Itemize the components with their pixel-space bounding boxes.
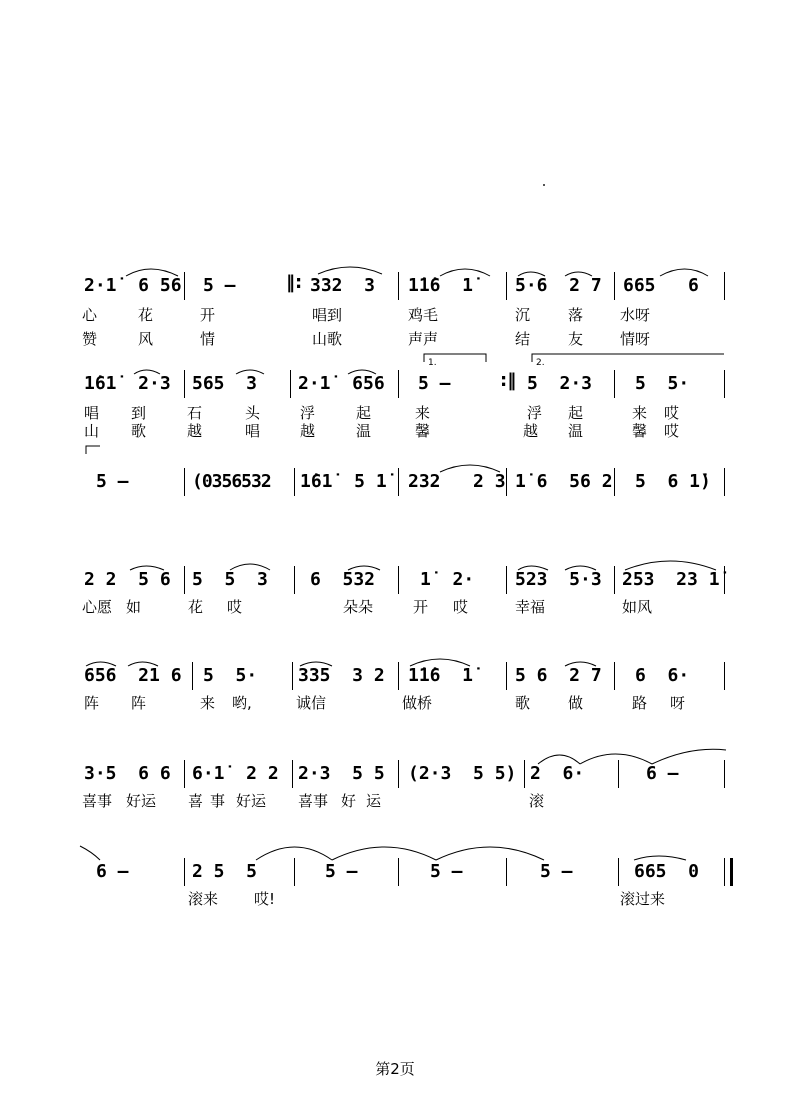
notes-measure: 565 3 — [192, 373, 258, 394]
lyric: 温 — [356, 422, 372, 440]
notes-measure: (0356532 — [192, 471, 271, 492]
lyric: 如风 — [622, 598, 653, 616]
notes-measure: 5 – — [540, 861, 573, 882]
notes-measure: 2 2 5 6 — [84, 569, 171, 590]
lyric: 山 — [84, 422, 100, 440]
notes-measure: 253 23 1̇ — [622, 569, 720, 590]
notes-measure: 1̇ 6 56 2 — [515, 471, 613, 492]
lyric: 事 — [210, 792, 226, 810]
lyric: 心 — [82, 306, 98, 324]
lyric: 头 — [245, 404, 261, 422]
lyric: 水呀 — [620, 306, 651, 324]
lyric: 起 — [568, 404, 584, 422]
notes-measure: 2·1̇ 6 56 — [84, 275, 182, 296]
lyric: 幸福 — [515, 598, 546, 616]
lyric: 越 — [300, 422, 316, 440]
lyric: 馨 — [415, 422, 431, 440]
lyric: 花 — [138, 306, 154, 324]
notes-measure: 1̇1̇6 1̇ — [408, 275, 474, 296]
volta-label: 1. — [428, 358, 437, 368]
lyric: 来 — [415, 404, 431, 422]
notes-measure: 1̇61̇ 2·3 — [84, 373, 171, 394]
notes-measure: 6 532 — [310, 569, 376, 590]
lyric: 呀 — [670, 694, 686, 712]
lyric: 浮 — [527, 404, 543, 422]
notes-measure: 5 – — [430, 861, 463, 882]
notes-measure: 665 0 — [634, 861, 700, 882]
notes-measure: 5 – — [325, 861, 358, 882]
notes-measure: 523 5·3 — [515, 569, 602, 590]
notes-measure: 5 – — [203, 275, 236, 296]
notes-measure: 5 2·3 — [527, 373, 593, 394]
lyric: 花 — [188, 598, 204, 616]
lyric: 沉 — [515, 306, 531, 324]
lyric: 哟, — [232, 694, 252, 712]
lyric: 哎! — [254, 890, 276, 908]
notes-measure: 5 5 3 — [192, 569, 268, 590]
notes-measure: 2 5 5 — [192, 861, 258, 882]
notes-measure: (2·3 5 5) — [408, 763, 517, 784]
score-row-7 — [0, 854, 790, 974]
notes-measure: 2·3 5 5 — [298, 763, 385, 784]
notes-measure: 2·1̇ 656 — [298, 373, 385, 394]
notes-measure: 332 3 — [310, 275, 376, 296]
lyric: 喜事 — [298, 792, 329, 810]
lyric: 温 — [568, 422, 584, 440]
lyric: 歌 — [515, 694, 531, 712]
lyric: 哎 — [664, 422, 680, 440]
lyric: 越 — [187, 422, 203, 440]
lyric: 好运 — [126, 792, 157, 810]
notes-measure: 6 6· — [635, 665, 690, 686]
lyric: 诚信 — [296, 694, 327, 712]
lyric: 石 — [187, 404, 203, 422]
notes-measure: 5 6 2 7 — [515, 665, 602, 686]
notes-measure: 5 6 1̇) — [635, 471, 711, 492]
lyric: 友 — [568, 330, 584, 348]
lyric: 开 — [200, 306, 216, 324]
volta-label: 2. — [536, 358, 545, 368]
notes-measure: 5 5· — [635, 373, 690, 394]
lyric: 阵 — [131, 694, 147, 712]
lyric: 路 — [632, 694, 648, 712]
repeat-end-sign: :‖ — [500, 370, 517, 391]
lyric: 好 — [341, 792, 357, 810]
lyric: 越 — [523, 422, 539, 440]
notes-measure: 6 – — [96, 861, 129, 882]
lyric: 滚来 — [188, 890, 219, 908]
lyric: 心愿 — [82, 598, 113, 616]
notes-measure: 6·1̇ 2 2 — [192, 763, 279, 784]
lyric: 喜 — [188, 792, 204, 810]
lyric: 好运 — [236, 792, 267, 810]
lyric: 来 — [632, 404, 648, 422]
notes-measure: 665 6 — [623, 275, 699, 296]
lyric: 如 — [126, 598, 142, 616]
lyric: 情 — [200, 330, 216, 348]
lyric: 馨 — [632, 422, 648, 440]
lyric: 落 — [568, 306, 584, 324]
lyric: 做桥 — [402, 694, 433, 712]
notes-measure: 335 3 2 — [298, 665, 385, 686]
notes-measure: 6 – — [646, 763, 679, 784]
repeat-start-sign: ‖: — [286, 272, 303, 293]
notes-measure: 5 – — [96, 471, 129, 492]
notes-measure: 1̇61̇ 5 1̇ — [300, 471, 387, 492]
lyric: 来 — [200, 694, 216, 712]
lyric: 哎 — [664, 404, 680, 422]
lyric: 结 — [515, 330, 531, 348]
lyric: 起 — [356, 404, 372, 422]
lyric: 唱 — [84, 404, 100, 422]
slurs-and-ties — [0, 854, 790, 974]
lyric: 哎 — [453, 598, 469, 616]
notes-measure: 5 – — [418, 373, 451, 394]
lyric: 喜事 — [82, 792, 113, 810]
lyric: 滚 — [529, 792, 545, 810]
notes-measure: 656 21 6 — [84, 665, 182, 686]
notes-measure: 1̇1̇6 1̇ — [408, 665, 474, 686]
lyric: 做 — [568, 694, 584, 712]
notes-measure: 5 5· — [203, 665, 258, 686]
lyric: 赞 — [82, 330, 98, 348]
notes-measure: 232 2 3 — [408, 471, 506, 492]
lyric: 鸡毛 — [408, 306, 439, 324]
scan-speck — [543, 184, 545, 186]
lyric: 风 — [138, 330, 154, 348]
lyric: 山歌 — [312, 330, 343, 348]
lyric: 到 — [131, 404, 147, 422]
lyric: 开 — [413, 598, 429, 616]
lyric: 朵朵 — [343, 598, 374, 616]
lyric: 滚过来 — [620, 890, 666, 908]
lyric: 阵 — [84, 694, 100, 712]
notes-measure: 1̇ 2· — [420, 569, 475, 590]
notes-measure: 5·6 2 7 — [515, 275, 602, 296]
page-number: 第2页 — [375, 1060, 415, 1078]
notes-measure: 2 6· — [530, 763, 585, 784]
lyric: 运 — [366, 792, 382, 810]
lyric: 情呀 — [620, 330, 651, 348]
lyric: 声声 — [408, 330, 439, 348]
lyric: 歌 — [131, 422, 147, 440]
notes-measure: 3·5 6 6 — [84, 763, 171, 784]
lyric: 浮 — [300, 404, 316, 422]
lyric: 唱 — [245, 422, 261, 440]
lyric: 唱到 — [312, 306, 343, 324]
lyric: 哎 — [227, 598, 243, 616]
